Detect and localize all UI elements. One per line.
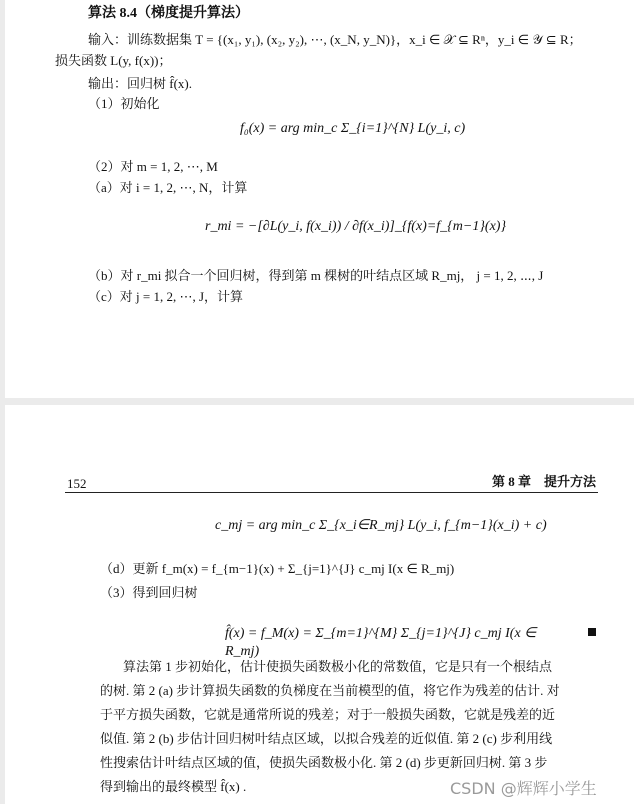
equation-cmj: c_mj = arg min_c Σ_{x_i∈R_mj} L(y_i, f_{m−1}(x_i) + c) bbox=[215, 518, 547, 533]
step-3: （3）得到回归树 bbox=[100, 585, 198, 600]
step-1: （1）初始化 bbox=[88, 96, 160, 111]
equation-f0: f₀(x) = arg min_c Σ_{i=1}^{N} L(y_i, c) bbox=[240, 121, 466, 136]
paragraph-line: 得到输出的最终模型 f̂(x) . bbox=[100, 779, 247, 794]
equation-rmi: r_mi = −[∂L(y_i, f(x_i)) / ∂f(x_i)]_{f(x)=f_{m−1}(x)} bbox=[205, 219, 507, 234]
page-image-bottom bbox=[5, 405, 634, 804]
chapter-header: 第 8 章 提升方法 bbox=[491, 474, 596, 489]
step-2b: （b）对 r_mi 拟合一个回归树，得到第 m 棵树的叶结点区域 R_mj， j = 1, 2, ⋯, J bbox=[88, 268, 544, 283]
watermark: CSDN @辉辉小学生 bbox=[450, 779, 597, 798]
input-line: 输入：训练数据集 T = {(x₁, y₁), (x₂, y₂), ⋯, (x_N, y_N)}，x_i ∈ 𝒳 ⊆ Rⁿ，y_i ∈ 𝒴 ⊆ R； bbox=[88, 32, 582, 47]
page-image-top bbox=[5, 0, 634, 398]
step-2c: （c）对 j = 1, 2, ⋯, J，计算 bbox=[88, 289, 244, 304]
header-rule bbox=[65, 492, 598, 493]
paragraph-line: 算法第 1 步初始化，估计使损失函数极小化的常数值，它是只有一个根结点 bbox=[123, 659, 553, 674]
page-number: 152 bbox=[67, 476, 87, 491]
paragraph-line: 似值. 第 2 (b) 步估计回归树叶结点区域，以拟合残差的近似值. 第 2 (c) 步利用线 bbox=[100, 731, 553, 746]
paragraph-line: 性搜索估计叶结点区域的值，使损失函数极小化. 第 2 (d) 步更新回归树. 第 3 步 bbox=[100, 755, 548, 770]
loss-line: 损失函数 L(y, f(x))； bbox=[55, 53, 172, 68]
paragraph-line: 于平方损失函数，它就是通常所说的残差；对于一般损失函数，它就是残差的近 bbox=[100, 707, 556, 722]
step-2d: （d）更新 f_m(x) = f_{m−1}(x) + Σ_{j=1}^{J} c_mj I(x ∈ R_mj) bbox=[100, 561, 455, 576]
step-2: （2）对 m = 1, 2, ⋯, M bbox=[88, 159, 218, 174]
output-line: 输出：回归树 f̂(x). bbox=[88, 76, 192, 91]
algorithm-title: 算法 8.4（梯度提升算法） bbox=[88, 6, 249, 21]
equation-final: f̂(x) = f_M(x) = Σ_{m=1}^{M} Σ_{j=1}^{J} c_mj I(x ∈ R_mj) bbox=[225, 626, 537, 659]
qed-square-icon bbox=[588, 628, 596, 636]
paragraph-line: 的树. 第 2 (a) 步计算损失函数的负梯度在当前模型的值，将它作为残差的估计. 对 bbox=[100, 683, 560, 698]
step-2a: （a）对 i = 1, 2, ⋯, N，计算 bbox=[88, 180, 248, 195]
